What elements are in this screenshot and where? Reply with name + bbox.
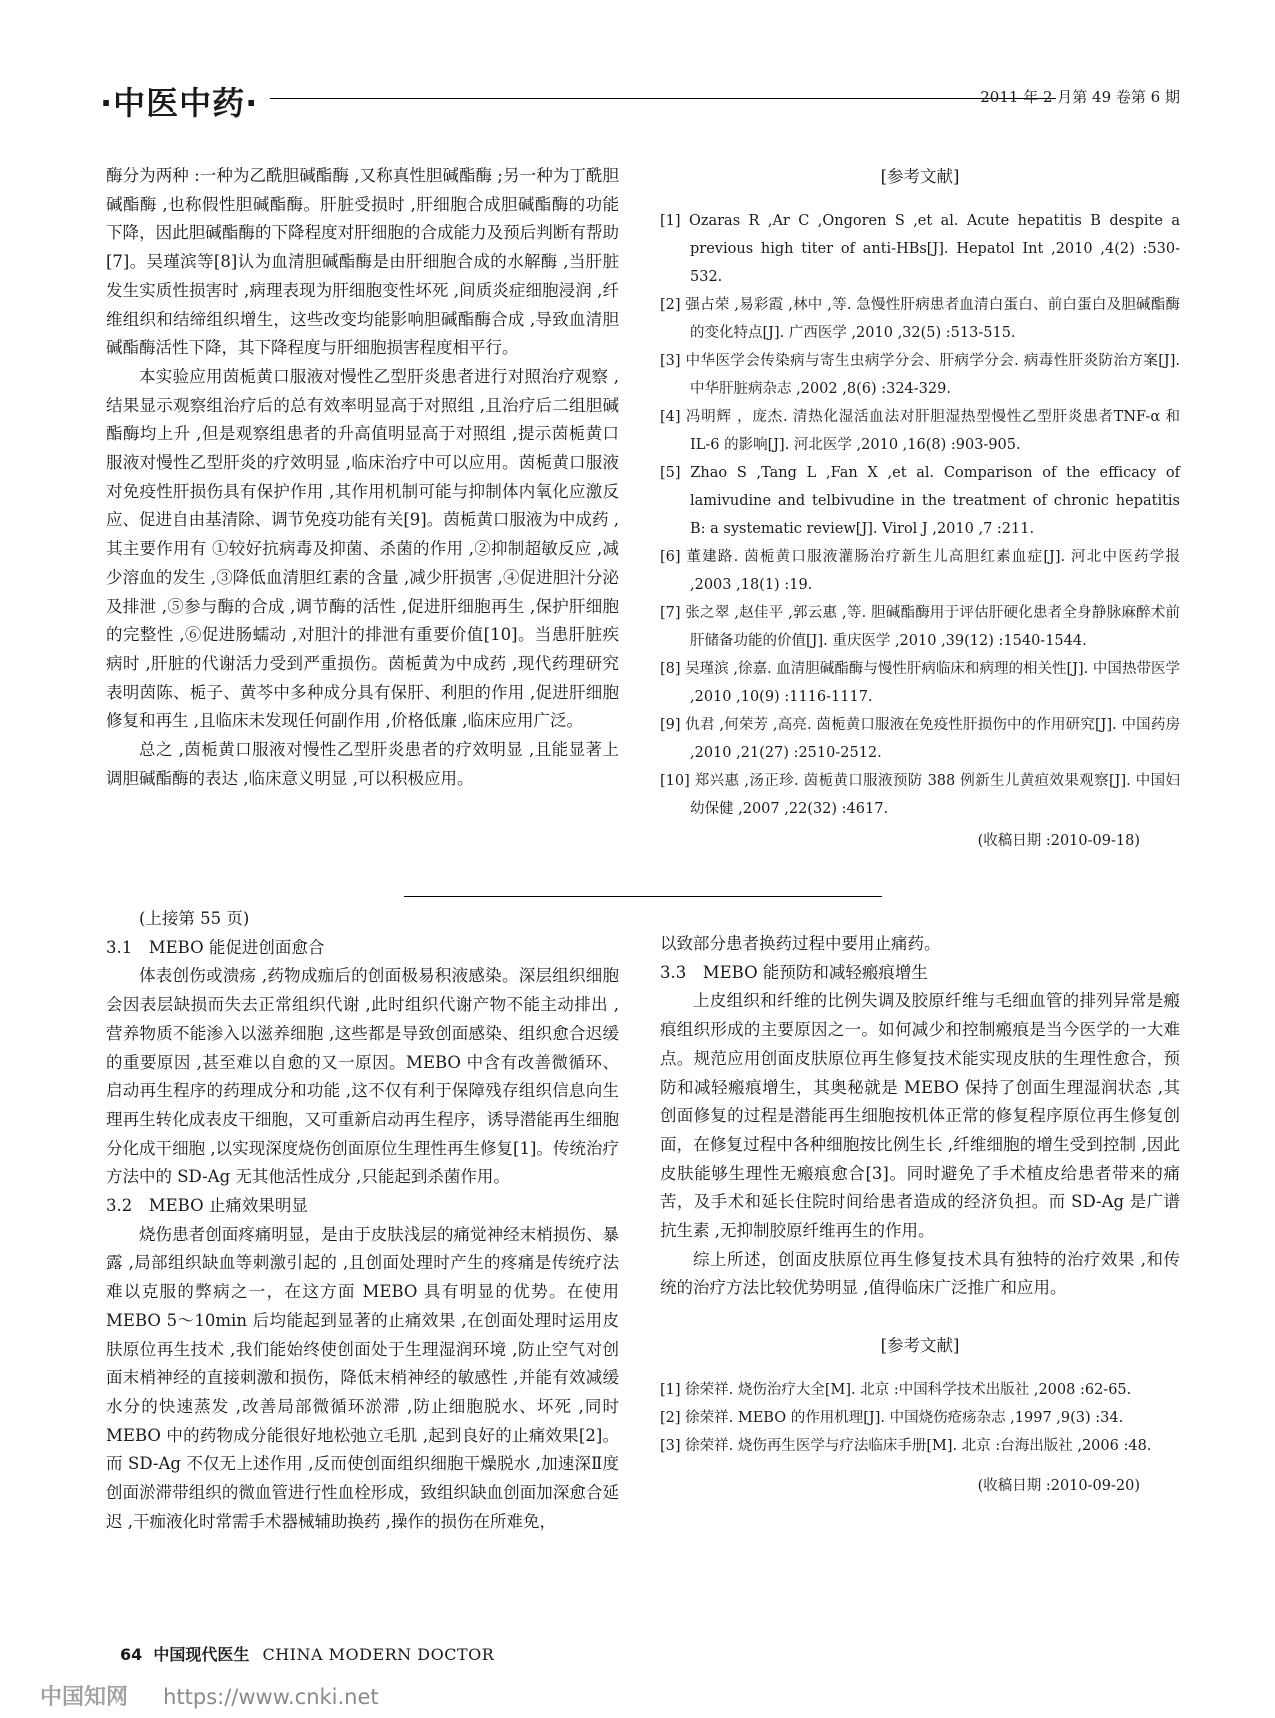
body-paragraph: 上皮组织和纤维的比例失调及胶原纤维与毛细血管的排列异常是瘢痕组织形成的主要原因之一。如何减少和控制瘢痕是当今医学的一大难点。规范应用创面皮肤原位再生修复技术能实现皮肤的生理性愈合，预防和减轻瘢痕增生，其奥秘就是 MEBO 保持了创面生理湿润状态 ,其创面修复的过程是潜能再生细胞按机体正常的修复程序原位再生修复创面，在修复过程中各种细胞按比例生长 ,纤维细胞的增生受到控制 ,因此皮肤能够生理性无瘢痕愈合[3]。同时避免了手术植皮给患者带来的痛苦，及手术和延长住院时间给患者造成的经济负担。而 SD-Ag 是广谱抗生素 ,无抑制胶原纤维再生的作用。: [660, 991, 1180, 1241]
cnki-watermark: [40, 1680, 379, 1711]
body-paragraph: 以致部分患者换药过程中要用止痛药。: [660, 934, 941, 953]
reference-item: [8] 吴瑾滨 ,徐嘉. 血清胆碱酯酶与慢性肝病临床和病理的相关性[J]. 中国热带医学 ,2010 ,10(9) :1116-1117.: [660, 661, 1180, 705]
body-paragraph: 体表创伤或溃疡 ,药物成痂后的创面极易积液感染。深层组织细胞会因表层缺损而失去正常组织代谢 ,此时组织代谢产物不能主动排出 ,营养物质不能渗入以滋养细胞 ,这些都是导致创面感染、组织愈合迟缓的重要原因 ,甚至难以自愈的又一原因。MEBO 中含有改善微循环、启动再生程序的药理成分和功能 ,这不仅有利于保障残存组织信息向生理再生转化成表皮干细胞，又可重新启动再生程序，诱导潜能再生细胞分化成干细胞 ,以实现深度烧伤创面原位生理性再生修复[1]。传统治疗方法中的 SD-Ag 无其他活性成分 ,只能起到杀菌作用。: [106, 966, 619, 1187]
references-list: [660, 207, 1180, 823]
journal-name-cn: 中国现代医生: [153, 1645, 250, 1664]
article-divider: [404, 896, 882, 897]
issue-info: 2011 年 2 月第 49 卷第 6 期: [980, 88, 1180, 106]
section-heading: 3.1 MEBO 能促进创面愈合: [106, 937, 325, 957]
body-paragraph: 酶分为两种 :一种为乙酰胆碱酯酶 ,又称真性胆碱酯酶 ;另一种为丁酰胆碱酯酶 ,也称假性胆碱酯酶。肝脏受损时 ,肝细胞合成胆碱酯酶的功能下降，因此胆碱酯酶的下降程度对肝细胞的合成能力及预后判断有帮助[7]。吴瑾滨等[8]认为血清胆碱酯酶是由肝细胞合成的水解酶 ,当肝脏发生实质性损害时 ,病理表现为肝细胞变性坏死 ,间质炎症细胞浸润 ,纤维组织和结缔组织增生，这些改变均能影响胆碱酯酶合成 ,导致血清胆碱酯酶活性下降，其下降程度与肝细胞损害程度相平行。: [106, 166, 619, 358]
section-heading: 3.3 MEBO 能预防和减轻瘢痕增生: [660, 962, 928, 982]
reference-item: [5] Zhao S ,Tang L ,Fan X ,et al. Comparison of the efficacy of lamivudine and telbivudine in the treatment of chronic hepatitis B: a systematic review[J]. Virol J ,2010 ,7 :211.: [660, 465, 1180, 537]
reference-item: [2] 徐荣祥. MEBO 的作用机理[J]. 中国烧伤疮疡杂志 ,1997 ,9(3) :34.: [660, 1410, 1124, 1427]
references-title: [参考文献]: [880, 1336, 960, 1356]
reference-item: [3] 徐荣祥. 烧伤再生医学与疗法临床手册[M]. 北京 :台海出版社 ,2006 :48.: [660, 1438, 1152, 1455]
reference-item: [1] Ozaras R ,Ar C ,Ongoren S ,et al. Acute hepatitis B despite a previous high titer of anti-HBs[J]. Hepatol Int ,2010 ,4(2) :530-532.: [660, 213, 1180, 285]
continued-note: (上接第 55 页): [139, 909, 250, 928]
lower-left-column: [106, 905, 619, 1536]
received-date: (收稿日期 :2010-09-18): [977, 833, 1140, 849]
reference-item: [6] 董建路. 茵栀黄口服液灌肠治疗新生儿高胆红素血症[J]. 河北中医药学报 ,2003 ,18(1) :19.: [660, 549, 1180, 593]
page-footer: [120, 1642, 494, 1665]
body-paragraph: 总之 ,茵栀黄口服液对慢性乙型肝炎患者的疗效明显 ,且能显著上调胆碱酯酶的表达 ,临床意义明显 ,可以积极应用。: [106, 740, 619, 788]
received-date: (收稿日期 :2010-09-20): [977, 1478, 1140, 1495]
body-paragraph: 本实验应用茵栀黄口服液对慢性乙型肝炎患者进行对照治疗观察 ,结果显示观察组治疗后的总有效率明显高于对照组 ,且治疗后二组胆碱酯酶均上升 ,但是观察组患者的升高值明显高于对照组 ,提示茵栀黄口服液对慢性乙型肝炎的疗效明显 ,临床治疗中可以应用。茵栀黄口服液对免疫性肝损伤具有保护作用 ,其作用机制可能与抑制体内氧化应激反应、促进自由基清除、调节免疫功能有关[9]。茵栀黄口服液为中成药 ,其主要作用有 ①较好抗病毒及抑菌、杀菌的作用 ,②抑制超敏反应 ,减少溶血的发生 ,③降低血清胆红素的含量 ,减少肝损害 ,④促进胆汁分泌及排泄 ,⑤参与酶的合成 ,调节酶的活性 ,促进肝细胞再生 ,保护肝细胞的完整性 ,⑥促进肠蠕动 ,对胆汁的排泄有重要价值[10]。当患肝脏疾病时 ,肝脏的代谢活力受到严重损伤。茵栀黄为中成药 ,现代药理研究表明茵陈、栀子、黄芩中多种成分具有保肝、利胆的作用 ,促进肝细胞修复和再生 ,且临床未发现任何副作用 ,价格低廉 ,临床应用广泛。: [106, 366, 619, 731]
reference-item: [2] 强占荣 ,易彩霞 ,林中 ,等. 急慢性肝病患者血清白蛋白、前白蛋白及胆碱酯酶的变化特点[J]. 广西医学 ,2010 ,32(5) :513-515.: [660, 297, 1180, 341]
watermark-url: https://www.cnki.net: [163, 1685, 379, 1709]
reference-item: [9] 仇君 ,何荣芳 ,高亮. 茵栀黄口服液在免疫性肝损伤中的作用研究[J]. 中国药房 ,2010 ,21(27) :2510-2512.: [660, 717, 1180, 761]
reference-item: [10] 郑兴惠 ,汤正珍. 茵栀黄口服液预防 388 例新生儿黄疸效果观察[J]. 中国妇幼保健 ,2007 ,22(32) :4617.: [660, 773, 1180, 817]
upper-left-column: [106, 162, 619, 793]
journal-name-en: CHINA MODERN DOCTOR: [262, 1645, 495, 1664]
page-number: 64: [120, 1645, 143, 1664]
reference-item: [7] 张之翠 ,赵佳平 ,郭云惠 ,等. 胆碱酯酶用于评估肝硬化患者全身静脉麻醉术前肝储备功能的价值[J]. 重庆医学 ,2010 ,39(12) :1540-1544.: [660, 605, 1180, 649]
body-paragraph: 综上所述，创面皮肤原位再生修复技术具有独特的治疗效果 ,和传统的治疗方法比较优势明显 ,值得临床广泛推广和应用。: [660, 1249, 1180, 1298]
reference-item: [1] 徐荣祥. 烧伤治疗大全[M]. 北京 :中国科学技术出版社 ,2008 :62-65.: [660, 1382, 1132, 1399]
upper-right-column: [660, 162, 1180, 855]
page-header: [100, 78, 1180, 122]
reference-item: [4] 冯明辉 ，庞杰. 清热化湿活血法对肝胆湿热型慢性乙型肝炎患者TNF-α 和 IL-6 的影响[J]. 河北医学 ,2010 ,16(8) :903-905.: [660, 409, 1180, 453]
section-title: ·中医中药·: [100, 84, 259, 122]
references-list: [660, 1376, 1180, 1460]
body-paragraph: 烧伤患者创面疼痛明显，是由于皮肤浅层的痛觉神经末梢损伤、暴露 ,局部组织缺血等刺激引起的 ,且创面处理时产生的疼痛是传统疗法难以克服的弊病之一，在这方面 MEBO 具有明显的优势。在使用 MEBO 5～10min 后均能起到显著的止痛效果 ,在创面处理时运用皮肤原位再生技术 ,我们能始终使创面处于生理湿润环境 ,防止空气对创面末梢神经的直接刺激和损伤，降低末梢神经的敏感性 ,并能有效减缓水分的快速蒸发 ,改善局部微循环淤滞 ,防止细胞脱水、坏死 ,同时 MEBO 中的药物成分能很好地松弛立毛肌 ,起到良好的止痛效果[2]。而 SD-Ag 不仅无上述作用 ,反而使创面组织细胞干燥脱水 ,加速深Ⅱ度创面淤滞带组织的微血管进行性血栓形成，致组织缺血创面加深愈合延迟 ,干痂液化时常需手术器械辅助换药 ,操作的损伤在所难免，: [106, 1224, 619, 1531]
lower-right-column: [660, 930, 1180, 1500]
header-rule: [270, 98, 1056, 99]
watermark-site-name: 中国知网: [40, 1685, 129, 1710]
references-title: [参考文献]: [880, 167, 960, 186]
reference-item: [3] 中华医学会传染病与寄生虫病学分会、肝病学分会. 病毒性肝炎防治方案[J]. 中华肝脏病杂志 ,2002 ,8(6) :324-329.: [660, 353, 1180, 397]
section-heading: 3.2 MEBO 止痛效果明显: [106, 1196, 308, 1216]
